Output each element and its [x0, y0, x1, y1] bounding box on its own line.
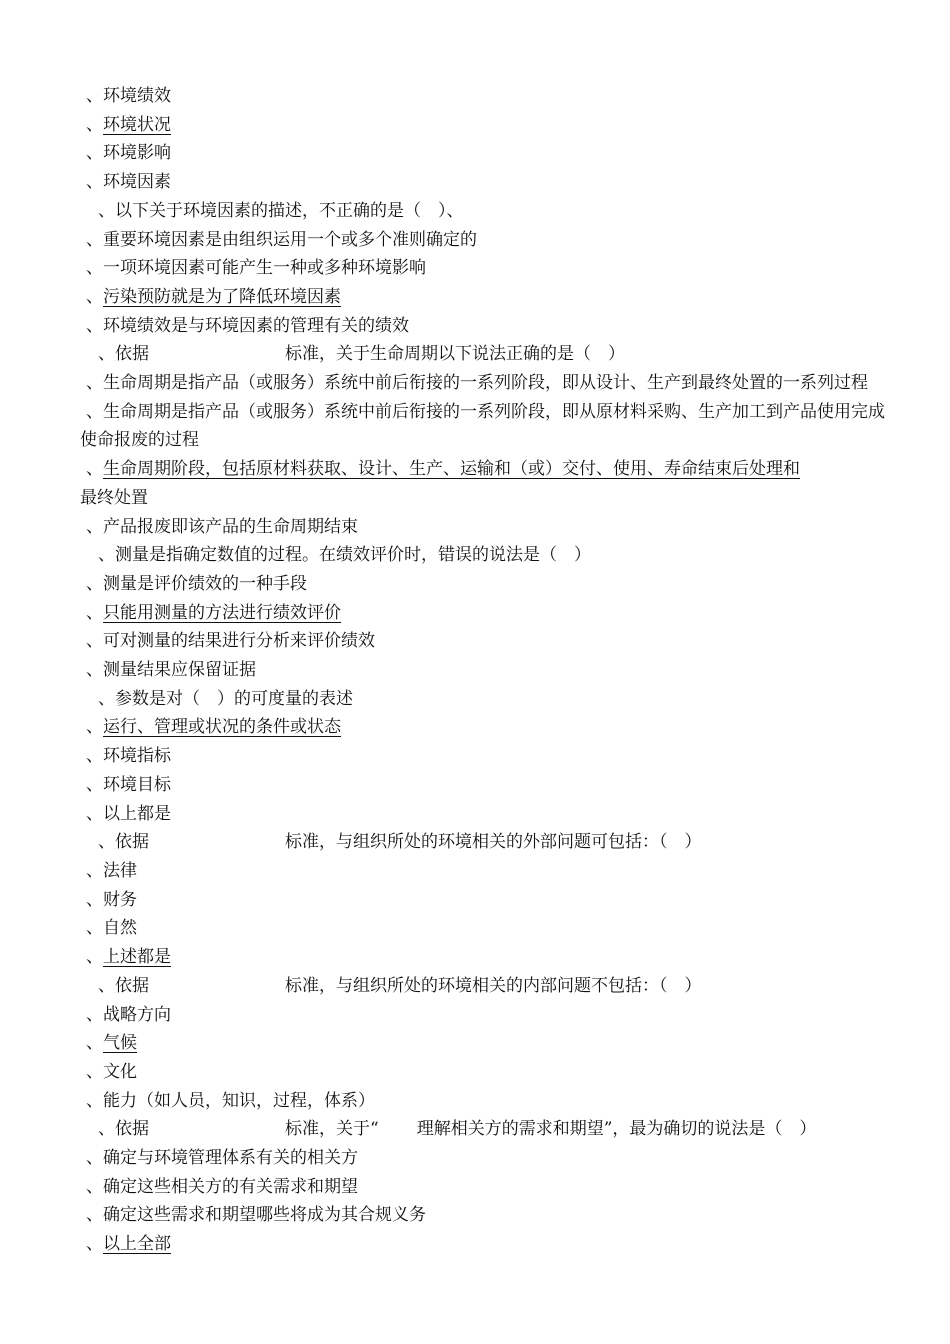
answer-option — [80, 111, 888, 140]
question-line — [80, 1115, 888, 1144]
option-text: 上述都是 — [103, 947, 171, 968]
option-text: 重要环境因素是由组织运用一个或多个准则确定的 — [103, 229, 477, 250]
option-marker: 、 — [86, 459, 103, 480]
option-marker: 、 — [86, 602, 103, 623]
option-line — [80, 513, 888, 542]
option-text: 自然 — [103, 918, 137, 939]
option-marker: 、 — [86, 143, 103, 164]
question-text: 、以下关于环境因素的描述，不正确的是（ ）、 — [98, 200, 464, 221]
answer-option — [80, 283, 888, 312]
option-marker: 、 — [86, 1234, 103, 1255]
answer-option — [80, 943, 888, 972]
option-text: 、生命周期是指产品（或服务）系统中前后衔接的一系列阶段，即从设计、生产到最终处置的一系列过程 — [86, 373, 868, 394]
option-marker: 、 — [86, 516, 103, 537]
question-text-prefix: 、依据 — [98, 832, 149, 853]
option-text: 战略方向 — [103, 1004, 171, 1025]
option-line — [80, 627, 888, 656]
option-marker: 、 — [86, 1148, 103, 1169]
option-marker: 、 — [86, 258, 103, 279]
option-line — [80, 656, 888, 685]
option-marker: 、 — [86, 860, 103, 881]
option-line — [80, 168, 888, 197]
question-text: 、参数是对（ ）的可度量的表述 — [98, 688, 353, 709]
option-text: 产品报废即该产品的生命周期结束 — [103, 516, 358, 537]
option-line — [80, 742, 888, 771]
option-marker: 、 — [86, 573, 103, 594]
option-marker: 、 — [86, 660, 103, 681]
option-text: 生命周期阶段，包括原材料获取、设计、生产、运输和（或）交付、使用、寿命结束后处理和 — [103, 459, 800, 480]
option-text: 确定这些需求和期望哪些将成为其合规义务 — [103, 1205, 426, 1226]
option-text: 文化 — [103, 1061, 137, 1082]
option-marker: 、 — [86, 315, 103, 336]
option-marker: 、 — [86, 114, 103, 135]
option-text: 环境影响 — [103, 143, 171, 164]
question-text-suffix: 标准，关于生命周期以下说法正确的是（ ） — [285, 344, 625, 365]
option-text: 污染预防就是为了降低环境因素 — [103, 286, 341, 307]
answer-option-continued — [80, 484, 888, 513]
question-text: 、测量是指确定数值的过程。在绩效评价时，错误的说法是（ ） — [98, 545, 591, 566]
option-line — [80, 857, 888, 886]
answer-option — [80, 713, 888, 742]
document-body — [80, 82, 888, 1259]
option-text: 环境绩效 — [103, 86, 171, 106]
question-text-prefix: 、依据 — [98, 344, 149, 365]
option-marker: 、 — [86, 1205, 103, 1226]
answer-option — [80, 455, 888, 484]
option-line — [80, 312, 888, 341]
option-marker: 、 — [86, 1090, 103, 1111]
option-text: 以上都是 — [103, 803, 171, 824]
option-marker: 、 — [86, 1004, 103, 1025]
option-text: 财务 — [103, 889, 137, 910]
option-line — [80, 1144, 888, 1173]
option-text: 环境目标 — [103, 774, 171, 795]
option-text: 环境因素 — [103, 172, 171, 193]
option-text: 测量是评价绩效的一种手段 — [103, 573, 307, 594]
option-marker: 、 — [86, 172, 103, 193]
option-text: 法律 — [103, 860, 137, 881]
option-marker: 、 — [86, 286, 103, 307]
question-text-suffix: 标准，与组织所处的环境相关的外部问题可包括：（ ） — [285, 832, 702, 853]
question-text-suffix: 标准，与组织所处的环境相关的内部问题不包括：（ ） — [285, 975, 702, 996]
option-text: 气候 — [103, 1033, 137, 1054]
option-marker: 、 — [86, 1033, 103, 1054]
option-marker: 、 — [86, 803, 103, 824]
question-text-prefix: 、依据 — [98, 975, 149, 996]
answer-option — [80, 1230, 888, 1259]
question-text-middle: 标准，关于“ — [285, 1119, 379, 1140]
option-text: 环境状况 — [103, 114, 171, 135]
option-marker: 、 — [86, 1176, 103, 1197]
option-text: 运行、管理或状况的条件或状态 — [103, 717, 341, 738]
option-line — [80, 398, 888, 455]
option-marker: 、 — [86, 631, 103, 652]
option-text: 确定与环境管理体系有关的相关方 — [103, 1148, 358, 1169]
option-line — [80, 369, 888, 398]
option-line — [80, 771, 888, 800]
option-text: 环境绩效是与环境因素的管理有关的绩效 — [103, 315, 409, 336]
question-text-suffix: 理解相关方的需求和期望”，最为确切的说法是（ ） — [416, 1119, 817, 1140]
option-text: 可对测量的结果进行分析来评价绩效 — [103, 631, 375, 652]
option-marker: 、 — [86, 774, 103, 795]
question-line — [80, 340, 888, 369]
option-marker: 、 — [86, 947, 103, 968]
answer-option — [80, 599, 888, 628]
question-line — [80, 685, 888, 714]
option-marker: 、 — [86, 889, 103, 910]
question-line — [80, 828, 888, 857]
option-text: 以上全部 — [103, 1234, 171, 1255]
question-text-prefix: 、依据 — [98, 1119, 149, 1140]
option-marker: 、 — [86, 1061, 103, 1082]
option-line — [80, 1201, 888, 1230]
question-line — [80, 972, 888, 1001]
option-marker: 、 — [86, 918, 103, 939]
question-line — [80, 541, 888, 570]
option-marker: 、 — [86, 717, 103, 738]
option-line — [80, 914, 888, 943]
option-marker: 、 — [86, 86, 103, 106]
option-line — [80, 139, 888, 168]
answer-option — [80, 1029, 888, 1058]
option-line — [80, 226, 888, 255]
question-line — [80, 197, 888, 226]
option-text: 环境指标 — [103, 746, 171, 767]
option-text: 最终处置 — [80, 487, 148, 508]
option-line — [80, 1173, 888, 1202]
option-line — [80, 570, 888, 599]
option-line — [80, 1087, 888, 1116]
option-text: 、生命周期是指产品（或服务）系统中前后衔接的一系列阶段，即从原材料采购、生产加工到产品使用完成使命报废的过程 — [80, 401, 885, 451]
option-line — [80, 82, 888, 111]
option-marker: 、 — [86, 746, 103, 767]
option-line — [80, 800, 888, 829]
option-text: 一项环境因素可能产生一种或多种环境影响 — [103, 258, 426, 279]
option-line — [80, 254, 888, 283]
option-line — [80, 1001, 888, 1030]
option-text: 测量结果应保留证据 — [103, 660, 256, 681]
option-text: 能力（如人员，知识，过程，体系） — [103, 1090, 375, 1111]
option-line — [80, 886, 888, 915]
option-text: 确定这些相关方的有关需求和期望 — [103, 1176, 358, 1197]
option-marker: 、 — [86, 229, 103, 250]
option-text: 只能用测量的方法进行绩效评价 — [103, 602, 341, 623]
option-line — [80, 1058, 888, 1087]
